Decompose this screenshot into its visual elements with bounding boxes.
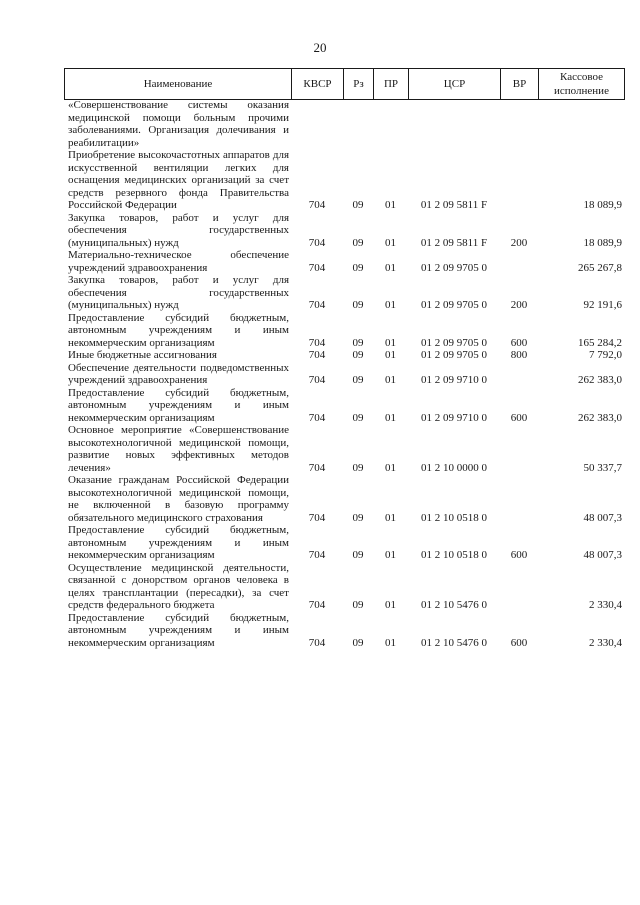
cell-rz: 09 — [352, 199, 364, 211]
cell-sum: 92 191,6 — [583, 299, 622, 311]
cell-rz: 09 — [352, 549, 364, 561]
table-row — [64, 274, 624, 312]
cell-vr: 200 — [510, 236, 528, 249]
table-body — [64, 99, 624, 649]
cell-rz: 09 — [352, 374, 364, 386]
cell-name: «Совершенствование системы оказания медицинской помощи больным прочими заболеваниями. Организация долечивания и реабилитации» — [68, 99, 289, 149]
cell-kvsr: 704 — [308, 299, 326, 311]
cell-sum: 48 007,3 — [583, 549, 622, 561]
table-header — [64, 68, 625, 100]
cell-name: Предоставление субсидий бюджетным, автономным учреждениям и иным некоммерческим организациям — [68, 386, 289, 424]
cell-name: Обеспечение деятельности подведомственных учреждений здравоохранения — [68, 361, 289, 386]
cell-pr: 01 — [385, 461, 396, 474]
cell-csr: 01 2 10 5476 0 — [421, 636, 487, 649]
cell-csr: 01 2 10 5476 0 — [421, 599, 487, 611]
table-row — [64, 524, 624, 562]
cell-name: Закупка товаров, работ и услуг для обеспечения государственных (муниципальных) нужд — [68, 274, 289, 311]
cell-sum: 18 089,9 — [583, 236, 622, 249]
cell-pr: 01 — [385, 599, 396, 611]
cell-rz: 09 — [352, 261, 364, 274]
cell-kvsr: 704 — [308, 374, 326, 386]
table-row — [64, 99, 624, 149]
table-row — [64, 362, 624, 387]
table-row — [64, 349, 624, 362]
cell-sum: 2 330,4 — [589, 599, 622, 611]
header-sum-line1: Кассовое — [560, 71, 603, 83]
cell-vr — [500, 424, 538, 474]
cell-vr — [500, 149, 538, 212]
cell-csr: 01 2 09 5811 F — [420, 236, 488, 249]
table-row — [64, 562, 624, 612]
cell-vr — [500, 99, 538, 149]
table-row — [64, 312, 624, 350]
cell-vr: 600 — [510, 636, 528, 649]
cell-pr: 01 — [385, 411, 396, 424]
cell-pr: 01 — [385, 236, 396, 249]
page-number: 20 — [313, 40, 327, 55]
cell-sum: 7 792,0 — [589, 349, 622, 361]
cell-rz: 09 — [352, 349, 364, 361]
header-rz: Рз — [344, 69, 374, 100]
cell-pr: 01 — [385, 374, 396, 386]
cell-name: Приобретение высокочастотных аппаратов для искусственной вентиляции легких для оснащения медицинских организаций за счет средств резервного фонда Правительства Российской Федерации — [68, 149, 289, 211]
cell-kvsr: 704 — [308, 461, 326, 474]
cell-rz: 09 — [352, 411, 364, 424]
cell-kvsr: 704 — [308, 236, 326, 249]
cell-kvsr: 704 — [308, 349, 326, 361]
cell-pr: 01 — [385, 549, 396, 561]
cell-name: Иные бюджетные ассигнования — [68, 349, 217, 361]
budget-table — [64, 99, 624, 649]
cell-pr: 01 — [385, 349, 396, 361]
header-csr: ЦСР — [409, 69, 501, 100]
cell-name: Осуществление медицинской деятельности, связанной с донорством органов человека в целях трансплантации (пересадки), за счет средств федерального бюджета — [68, 561, 289, 611]
cell-pr: 01 — [385, 636, 396, 649]
cell-csr: 01 2 09 9705 0 — [421, 299, 487, 311]
cell-csr: 01 2 09 9710 0 — [421, 411, 487, 424]
cell-pr — [373, 99, 408, 149]
cell-sum: 48 007,3 — [583, 511, 622, 524]
cell-kvsr: 704 — [308, 636, 326, 649]
cell-kvsr: 704 — [308, 261, 326, 274]
table-row — [64, 612, 624, 650]
cell-pr: 01 — [385, 199, 396, 211]
cell-csr: 01 2 10 0518 0 — [421, 549, 487, 561]
cell-sum — [538, 99, 624, 149]
cell-vr — [500, 474, 538, 524]
cell-kvsr — [291, 99, 343, 149]
cell-csr: 01 2 09 5811 F — [420, 199, 488, 211]
cell-sum: 18 089,9 — [583, 199, 622, 211]
cell-kvsr: 704 — [308, 199, 326, 211]
cell-rz — [343, 99, 373, 149]
cell-sum: 50 337,7 — [583, 461, 622, 474]
cell-sum: 262 383,0 — [578, 374, 622, 386]
cell-sum: 2 330,4 — [589, 636, 622, 649]
cell-kvsr: 704 — [308, 411, 326, 424]
cell-vr: 600 — [510, 336, 528, 349]
cell-csr: 01 2 09 9705 0 — [421, 261, 487, 274]
cell-kvsr: 704 — [308, 511, 326, 524]
cell-csr — [408, 99, 500, 149]
header-kvsr: КВСР — [292, 69, 344, 100]
cell-csr: 01 2 09 9710 0 — [421, 374, 487, 386]
cell-name: Материально-техническое обеспечение учреждений здравоохранения — [68, 249, 289, 274]
table-row — [64, 212, 624, 250]
table-row — [64, 424, 624, 474]
cell-csr: 01 2 09 9705 0 — [421, 349, 487, 361]
header-name: Наименование — [65, 69, 292, 100]
cell-rz: 09 — [352, 599, 364, 611]
cell-vr — [500, 249, 538, 274]
cell-rz: 09 — [352, 511, 364, 524]
header-sum — [539, 69, 625, 100]
header-pr: ПР — [374, 69, 409, 100]
cell-pr: 01 — [385, 299, 396, 311]
cell-sum: 262 383,0 — [578, 411, 622, 424]
cell-kvsr: 704 — [308, 599, 326, 611]
cell-vr: 800 — [510, 349, 528, 361]
cell-name: Оказание гражданам Российской Федерации высокотехнологичной медицинской помощи, не включенной в базовую программу обязательного медицинского страхования — [68, 474, 289, 524]
cell-name: Предоставление субсидий бюджетным, автономным учреждениям и иным некоммерческим организациям — [68, 524, 289, 561]
header-vr: ВР — [501, 69, 539, 100]
cell-name: Основное мероприятие «Совершенствование высокотехнологичной медицинской помощи, развитие новых эффективных методов лечения» — [68, 424, 289, 474]
cell-csr: 01 2 09 9705 0 — [421, 336, 487, 349]
table-row — [64, 387, 624, 425]
cell-pr: 01 — [385, 511, 396, 524]
cell-name: Предоставление субсидий бюджетным, автономным учреждениям и иным некоммерческим организациям — [68, 311, 289, 349]
cell-name: Закупка товаров, работ и услуг для обеспечения государственных (муниципальных) нужд — [68, 211, 289, 249]
cell-csr: 01 2 10 0000 0 — [421, 461, 487, 474]
table-row — [64, 474, 624, 524]
cell-vr: 600 — [510, 549, 528, 561]
table-row — [64, 249, 624, 274]
cell-pr: 01 — [385, 261, 396, 274]
cell-rz: 09 — [352, 336, 364, 349]
cell-csr: 01 2 10 0518 0 — [421, 511, 487, 524]
cell-kvsr: 704 — [308, 549, 326, 561]
cell-vr — [500, 562, 538, 612]
cell-vr — [500, 362, 538, 387]
cell-rz: 09 — [352, 236, 364, 249]
cell-rz: 09 — [352, 461, 364, 474]
cell-vr: 600 — [510, 411, 528, 424]
cell-vr: 200 — [510, 299, 528, 311]
cell-kvsr: 704 — [308, 336, 326, 349]
cell-name: Предоставление субсидий бюджетным, автономным учреждениям и иным некоммерческим организациям — [68, 611, 289, 649]
header-sum-line2: исполнение — [554, 85, 609, 97]
table-row — [64, 149, 624, 212]
cell-pr: 01 — [385, 336, 396, 349]
cell-rz: 09 — [352, 636, 364, 649]
cell-sum: 165 284,2 — [578, 336, 622, 349]
cell-sum: 265 267,8 — [578, 261, 622, 274]
cell-rz: 09 — [352, 299, 364, 311]
